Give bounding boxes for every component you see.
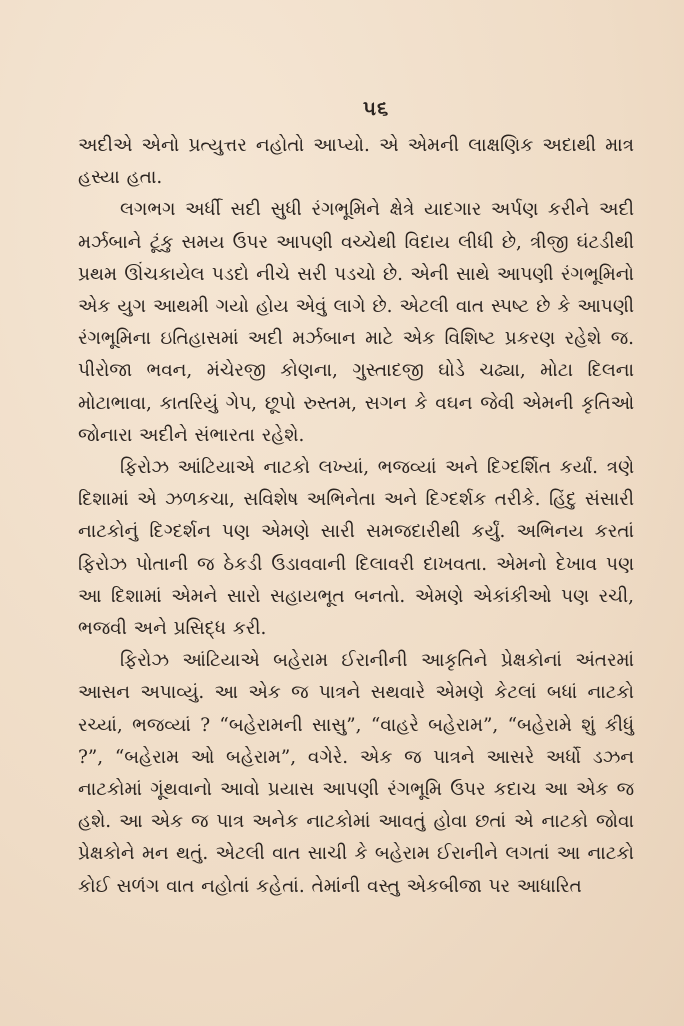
paragraph-4: ફિરોઝ આંટિયાએ બહેરામ ઈરાનીની આકૃતિને પ્રેક્ષકોનાં અંતરમાં આસન અપાવ્યું. આ એક જ પાત્રને સથવારે એમણે કેટલાં બધાં નાટકો રચ્યાં, ભજવ્યાં ? “બહેરામની સાસુ”, “વાહરે બહેરામ”, “બહેરામે શું કીધું ?”, “બહેરામ ઓ બહેરામ”, વગેરે. એક જ પાત્રને આસરે અર્ધો ડઝન નાટકોમાં ગૂંથવાનો આવો પ્રયાસ આપણી રંગભૂમિ ઉપર કદાચ આ એક જ હશે. આ એક જ પાત્ર અનેક નાટકોમાં આવતું હોવા છતાં એ નાટકો જોવા પ્રેક્ષકોને મન થતું. એટલી વાત સાચી કે બહેરામ ઈરાનીને લગતાં આ નાટકો કોઈ સળંગ વાત નહોતાં કહેતાં. તેમાંની વસ્તુ એકબીજા પર આધારિત — [78, 650, 634, 897]
paragraph-2: લગભગ અર્ધી સદી સુધી રંગભૂમિને ક્ષેત્રે યાદગાર અર્પણ કરીને અદી મર્ઝબાને ટૂંકુ સમય ઉપર આપણી વચ્ચેથી વિદાય લીધી છે, ત્રીજી ઘંટડીથી પ્રથમ ઊંચકાયેલ પડદો નીચે સરી પડચો છે. એની સાથે આપણી રંગભૂમિનો એક યુગ આથમી ગયો હોય એવું લાગે છે. એટલી વાત સ્પષ્ટ છે કે આપણી રંગભૂમિના ઇતિહાસમાં અદી મર્ઝબાન માટે એક વિશિષ્ટ પ્રકરણ રહેશે જ. પીરોજા ભવન, મંચેરજી કોણના, ગુસ્તાદજી ઘોડે ચઢ્યા, મોટા દિલના મોટાભાવા, કાતરિયું ગેપ, છૂપો રુસ્તમ, સગન કે વઘન જેવી એમની કૃતિઓ જોનારા અદીને સંભારતા રહેશે. — [78, 199, 634, 446]
page-number: ૫૬ — [362, 96, 390, 120]
paragraph-1: અદીએ એનો પ્રત્યુત્તર નહોતો આપ્યો. એ એમની લાક્ષણિક અદાથી માત્ર હસ્યા હતા. — [78, 135, 634, 189]
paragraph-3: ફિરોઝ આંટિયાએ નાટકો લખ્યાં, ભજવ્યાં અને દિગ્દર્શિત કર્યાં. ત્રણે દિશામાં એ ઝળકચા, સવિશેષ અભિનેતા અને દિગ્દર્શક તરીકે. હિંદુ સંસારી નાટકોનું દિગ્દર્શન પણ એમણે સારી સમજદારીથી કર્યું. અભિનય કરતાં ફિરોઝ પોતાની જ ઠેકડી ઉડાવવાની દિલાવરી દાખવતા. એમનો દેખાવ પણ આ દિશામાં એમને સારો સહાયભૂત બનતો. એમણે એકાંકીઓ પણ રચી, ભજવી અને પ્રસિદ્ધ કરી. — [78, 457, 634, 640]
